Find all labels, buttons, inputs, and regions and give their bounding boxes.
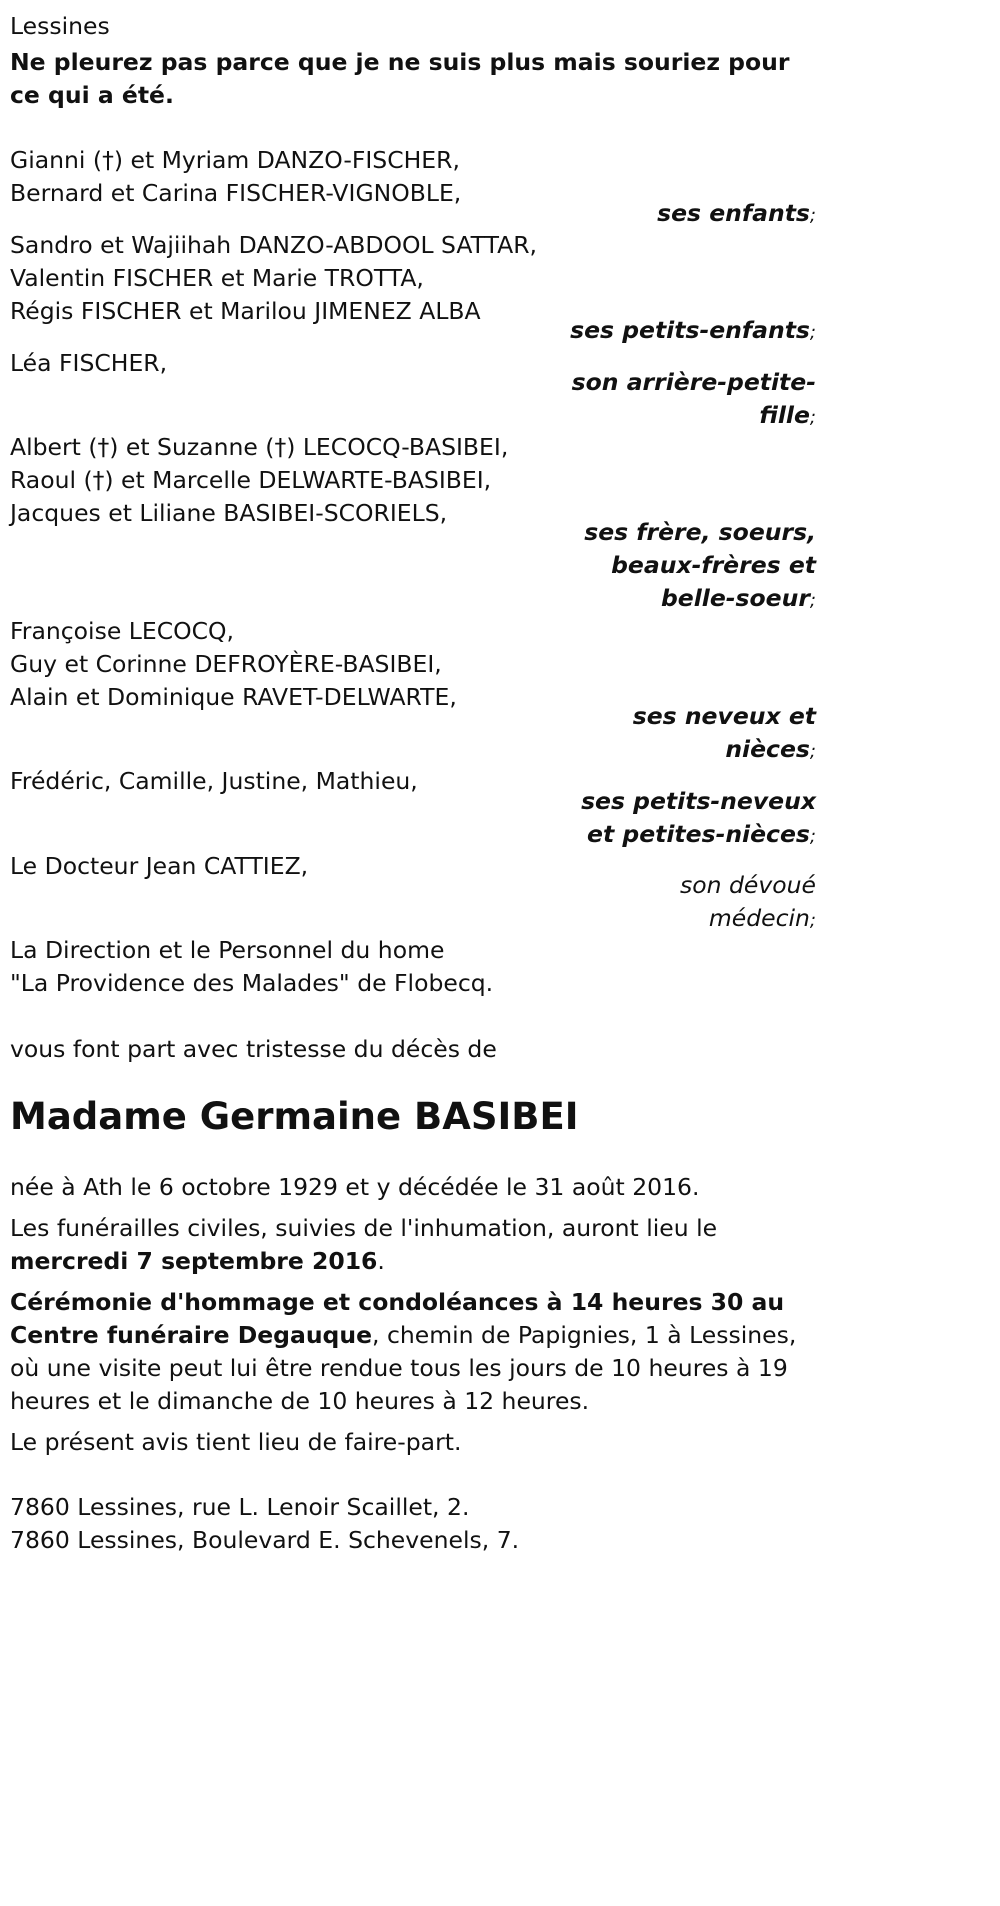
family-name: Alain et Dominique RAVET-DELWARTE, <box>10 683 457 711</box>
role-nephews <box>10 700 816 768</box>
address-block <box>10 1491 519 1557</box>
ceremony-detail: , chemin de Papignies, 1 à Lessines, où une visite peut lui être rendue tous les jours de 10 heures à 19 heures et le dimanche de 10 heures à 12 heures. <box>10 1321 797 1415</box>
family-name: Bernard et Carina FISCHER-VIGNOBLE, <box>10 179 462 207</box>
address-line: 7860 Lessines, rue L. Lenoir Scaillet, 2. <box>10 1493 470 1521</box>
birth-death-text: née à Ath le 6 octobre 1929 et y décédée le 31 août 2016. <box>10 1173 700 1201</box>
family-name: Le Docteur Jean CATTIEZ, <box>10 852 309 880</box>
role-line: ses neveux et <box>632 702 816 730</box>
family-name: Régis FISCHER et Marilou JIMENEZ ALBA <box>10 297 481 325</box>
role-line: ses petits-neveux <box>581 787 816 815</box>
city-header: Lessines <box>10 12 110 40</box>
role-line: son arrière-petite- <box>571 368 816 396</box>
role-line: et petites-nièces <box>587 820 810 848</box>
address-line: 7860 Lessines, Boulevard E. Schevenels, 7. <box>10 1526 520 1554</box>
family-name: Valentin FISCHER et Marie TROTTA, <box>10 264 424 292</box>
role-line: ses frère, soeurs, <box>584 518 816 546</box>
role-line: belle-soeur <box>660 584 810 612</box>
family-name: Léa FISCHER, <box>10 349 168 377</box>
role-line: beaux-frères et <box>611 551 816 579</box>
ceremony-bold: Cérémonie d'hommage et condoléances à 14 heures 30 au Centre funéraire Degauque <box>10 1288 785 1349</box>
direction-line: La Direction et le Personnel du home <box>10 936 445 964</box>
family-name: Albert (†) et Suzanne (†) LECOCQ-BASIBEI, <box>10 433 509 461</box>
role-line: médecin <box>708 904 810 932</box>
family-name: Frédéric, Camille, Justine, Mathieu, <box>10 767 418 795</box>
role-separator: ; <box>809 407 816 428</box>
role-line: nièces <box>725 735 810 763</box>
role-separator: ; <box>809 590 816 611</box>
family-name: Jacques et Liliane BASIBEI-SCORIELS, <box>10 499 448 527</box>
funeral-text <box>10 1212 810 1278</box>
quote: Ne pleurez pas parce que je ne suis plus mais souriez pour ce qui a été. <box>10 48 790 109</box>
role-siblings <box>10 516 816 617</box>
funeral-date: mercredi 7 septembre 2016 <box>10 1247 378 1275</box>
role-line: fille <box>759 401 810 429</box>
role-separator: ; <box>809 205 816 226</box>
role-line: ses petits-enfants <box>570 316 810 344</box>
role-separator: ; <box>809 910 816 931</box>
role-line: son dévoué <box>680 871 816 899</box>
funeral-text-main: Les funérailles civiles, suivies de l'inhumation, auront lieu le <box>10 1214 718 1242</box>
family-name: Gianni (†) et Myriam DANZO-FISCHER, <box>10 146 460 174</box>
family-name: Sandro et Wajiihah DANZO-ABDOOL SATTAR, <box>10 231 537 259</box>
ceremony-text <box>10 1286 810 1418</box>
role-line: ses enfants <box>657 199 810 227</box>
announce-text: vous font part avec tristesse du décès de <box>10 1035 497 1063</box>
notice-text: Le présent avis tient lieu de faire-part. <box>10 1428 462 1456</box>
family-name: Raoul (†) et Marcelle DELWARTE-BASIBEI, <box>10 466 492 494</box>
role-great-granddaughter <box>10 366 816 434</box>
family-name: Françoise LECOCQ, <box>10 617 234 645</box>
role-separator: ; <box>809 741 816 762</box>
role-separator: ; <box>809 322 816 343</box>
direction-line: "La Providence des Malades" de Flobecq. <box>10 969 494 997</box>
deceased-name: Madame Germaine BASIBEI <box>10 1095 579 1138</box>
role-grandnephews <box>10 785 816 853</box>
role-separator: ; <box>809 826 816 847</box>
role-grandchildren <box>10 314 816 349</box>
funeral-text-end: . <box>377 1247 385 1275</box>
direction-block <box>10 934 493 1000</box>
role-children <box>10 197 816 232</box>
role-doctor <box>10 869 816 937</box>
family-name: Guy et Corinne DEFROYÈRE-BASIBEI, <box>10 650 442 678</box>
